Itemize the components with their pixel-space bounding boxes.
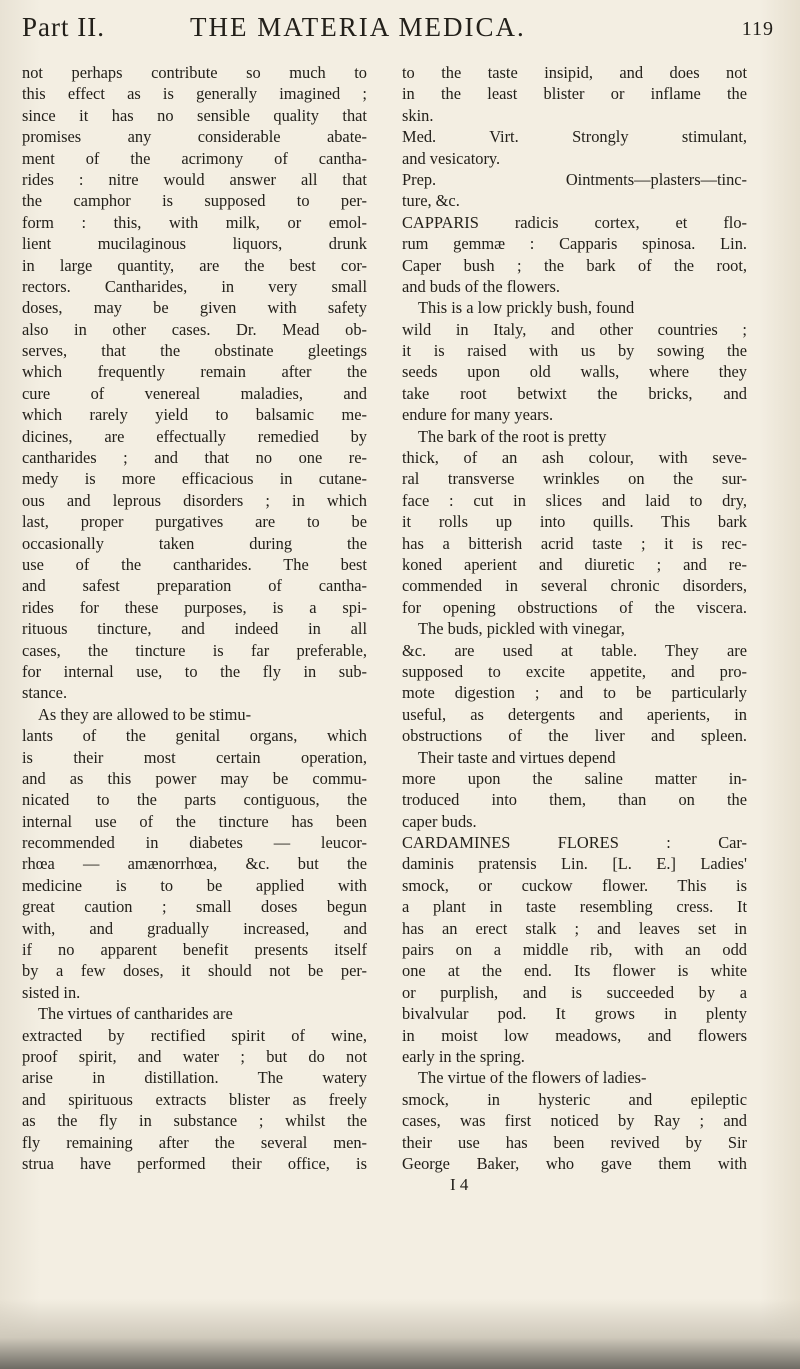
- text-line: ture, &c.: [402, 191, 460, 211]
- text-line: cure of venereal maladies, and: [22, 383, 367, 403]
- text-line: as the fly in substance ; whilst the: [22, 1111, 367, 1131]
- text-line: or purplish, and is succeeded by a: [402, 982, 747, 1002]
- text-line: for opening obstructions of the viscera.: [402, 597, 747, 617]
- running-header: [22, 8, 774, 58]
- text-line: daminis pratensis Lin. [L. E.] Ladies': [402, 854, 747, 874]
- text-line: since it has no sensible quality that: [22, 105, 367, 125]
- text-line: which frequently remain after the: [22, 362, 367, 382]
- text-line: The bark of the root is pretty: [418, 426, 607, 446]
- text-line: also in other cases. Dr. Mead ob-: [22, 319, 367, 339]
- text-line: rectors. Cantharides, in very small: [22, 276, 367, 296]
- text-line: serves, that the obstinate gleetings: [22, 341, 367, 361]
- text-line: has a bitterish acrid taste ; it is rec-: [402, 533, 747, 553]
- text-line: use of the cantharides. The best: [22, 554, 367, 574]
- text-line: it rolls up into quills. This bark: [402, 512, 747, 532]
- text-line: ral transverse wrinkles on the sur-: [402, 469, 747, 489]
- text-line: rides for these purposes, is a spi-: [22, 597, 367, 617]
- text-line: internal use of the tincture has been: [22, 811, 367, 831]
- text-line: cantharides ; and that no one re-: [22, 448, 367, 468]
- text-line: dicines, are effectually remedied by: [22, 426, 367, 446]
- text-line: supposed to excite appetite, and pro-: [402, 661, 747, 681]
- text-line: lants of the genital organs, which: [22, 726, 367, 746]
- right-text-column: [402, 62, 747, 1196]
- text-line: arise in distillation. The watery: [22, 1068, 367, 1088]
- signature-mark: I 4: [450, 1175, 469, 1195]
- text-line: cases, was first noticed by Ray ; and: [402, 1111, 747, 1131]
- page-number: 119: [741, 18, 774, 40]
- part-label: Part II.: [22, 12, 105, 42]
- text-line: smock, in hysteric and epileptic: [402, 1089, 747, 1109]
- text-line: koned aperient and diuretic ; and re-: [402, 554, 747, 574]
- text-line: thick, of an ash colour, with seve-: [402, 448, 747, 468]
- text-line: ment of the acrimony of cantha-: [22, 148, 367, 168]
- text-line: wild in Italy, and other countries ;: [402, 319, 747, 339]
- text-line: Med. Virt. Strongly stimulant,: [402, 127, 747, 147]
- text-line: more upon the saline matter in-: [402, 768, 747, 788]
- text-line: caper buds.: [402, 811, 477, 831]
- text-line: form : this, with milk, or emol-: [22, 212, 367, 232]
- text-line: nicated to the parts contiguous, the: [22, 790, 367, 810]
- text-line: which rarely yield to balsamic me-: [22, 405, 367, 425]
- text-line: This is a low prickly bush, found: [418, 298, 635, 318]
- text-line: The buds, pickled with vinegar,: [418, 619, 625, 639]
- text-line: rituous tincture, and indeed in all: [22, 619, 367, 639]
- text-line: promises any considerable abate-: [22, 127, 367, 147]
- text-line: to the taste insipid, and does not: [402, 63, 747, 82]
- text-line: by a few doses, it should not be per-: [22, 961, 367, 981]
- text-line: CAPPARIS radicis cortex, et flo-: [402, 212, 747, 232]
- text-line: recommended in diabetes — leucor-: [22, 833, 367, 853]
- text-line: Prep. Ointments—plasters—tinc-: [402, 169, 747, 189]
- text-line: Caper bush ; the bark of the root,: [402, 255, 747, 275]
- text-line: if no apparent benefit presents itself: [22, 940, 367, 960]
- text-line: and spirituous extracts blister as freely: [22, 1089, 367, 1109]
- left-text-column: [22, 62, 367, 1174]
- text-line: cases, the tincture is far preferable,: [22, 640, 367, 660]
- text-line: face : cut in slices and laid to dry,: [402, 490, 747, 510]
- text-line: great caution ; small doses begun: [22, 897, 367, 917]
- text-line: occasionally taken during the: [22, 533, 367, 553]
- text-line: the camphor is supposed to per-: [22, 191, 367, 211]
- text-line: &c. are used at table. They are: [402, 640, 747, 660]
- text-line: troduced into them, than on the: [402, 790, 747, 810]
- running-title: THE MATERIA MEDICA.: [190, 12, 526, 42]
- text-line: pairs on a middle rib, with an odd: [402, 940, 747, 960]
- text-line: George Baker, who gave them with: [402, 1153, 747, 1173]
- page-bottom-shadow: [0, 1299, 800, 1369]
- text-line: one at the end. Its flower is white: [402, 961, 747, 981]
- text-line: commended in several chronic disorders,: [402, 576, 747, 596]
- text-line: their use has been revived by Sir: [402, 1132, 747, 1152]
- text-line: ous and leprous disorders ; in which: [22, 490, 367, 510]
- text-line: early in the spring.: [402, 1046, 525, 1066]
- text-line: lient mucilaginous liquors, drunk: [22, 234, 367, 254]
- text-line: stance.: [22, 683, 68, 703]
- text-line: extracted by rectified spirit of wine,: [22, 1025, 367, 1045]
- text-line: bivalvular pod. It grows in plenty: [402, 1004, 747, 1024]
- text-line: medicine is to be applied with: [22, 875, 367, 895]
- text-line: As they are allowed to be stimu-: [38, 704, 252, 724]
- text-line: this effect as is generally imagined ;: [22, 84, 367, 104]
- text-line: medy is more efficacious in cutane-: [22, 469, 367, 489]
- text-line: sisted in.: [22, 982, 81, 1002]
- text-line: CARDAMINES FLORES : Car-: [402, 833, 747, 853]
- text-line: in large quantity, are the best cor-: [22, 255, 367, 275]
- text-line: obstructions of the liver and spleen.: [402, 726, 747, 746]
- text-line: and as this power may be commu-: [22, 768, 367, 788]
- text-line: and safest preparation of cantha-: [22, 576, 367, 596]
- text-line: strua have performed their office, is: [22, 1153, 367, 1173]
- text-line: smock, or cuckow flower. This is: [402, 875, 747, 895]
- text-line: with, and gradually increased, and: [22, 918, 367, 938]
- text-line: last, proper purgatives are to be: [22, 512, 367, 532]
- text-line: not perhaps contribute so much to: [22, 63, 367, 82]
- text-line: useful, as detergents and aperients, in: [402, 704, 747, 724]
- text-line: rum gemmæ : Capparis spinosa. Lin.: [402, 234, 747, 254]
- text-line: skin.: [402, 105, 434, 125]
- text-line: and vesicatory.: [402, 148, 501, 168]
- text-line: in the least blister or inflame the: [402, 84, 747, 104]
- text-line: mote digestion ; and to be particularly: [402, 683, 747, 703]
- text-line: proof spirit, and water ; but do not: [22, 1046, 367, 1066]
- text-line: and buds of the flowers.: [402, 276, 560, 296]
- text-line: is their most certain operation,: [22, 747, 367, 767]
- text-line: rides : nitre would answer all that: [22, 169, 367, 189]
- text-line: The virtue of the flowers of ladies-: [418, 1068, 647, 1088]
- text-line: Their taste and virtues depend: [418, 747, 616, 767]
- text-line: a plant in taste resembling cress. It: [402, 897, 747, 917]
- text-line: seeds upon old walls, where they: [402, 362, 747, 382]
- text-line: rhœa — amænorrhœa, &c. but the: [22, 854, 367, 874]
- text-line: it is raised with us by sowing the: [402, 341, 747, 361]
- text-line: fly remaining after the several men-: [22, 1132, 367, 1152]
- text-line: for internal use, to the fly in sub-: [22, 661, 367, 681]
- text-line: in moist low meadows, and flowers: [402, 1025, 747, 1045]
- text-line: take root betwixt the bricks, and: [402, 383, 747, 403]
- text-line: doses, may be given with safety: [22, 298, 367, 318]
- text-line: The virtues of cantharides are: [38, 1004, 233, 1024]
- text-line: endure for many years.: [402, 405, 554, 425]
- text-line: has an erect stalk ; and leaves set in: [402, 918, 747, 938]
